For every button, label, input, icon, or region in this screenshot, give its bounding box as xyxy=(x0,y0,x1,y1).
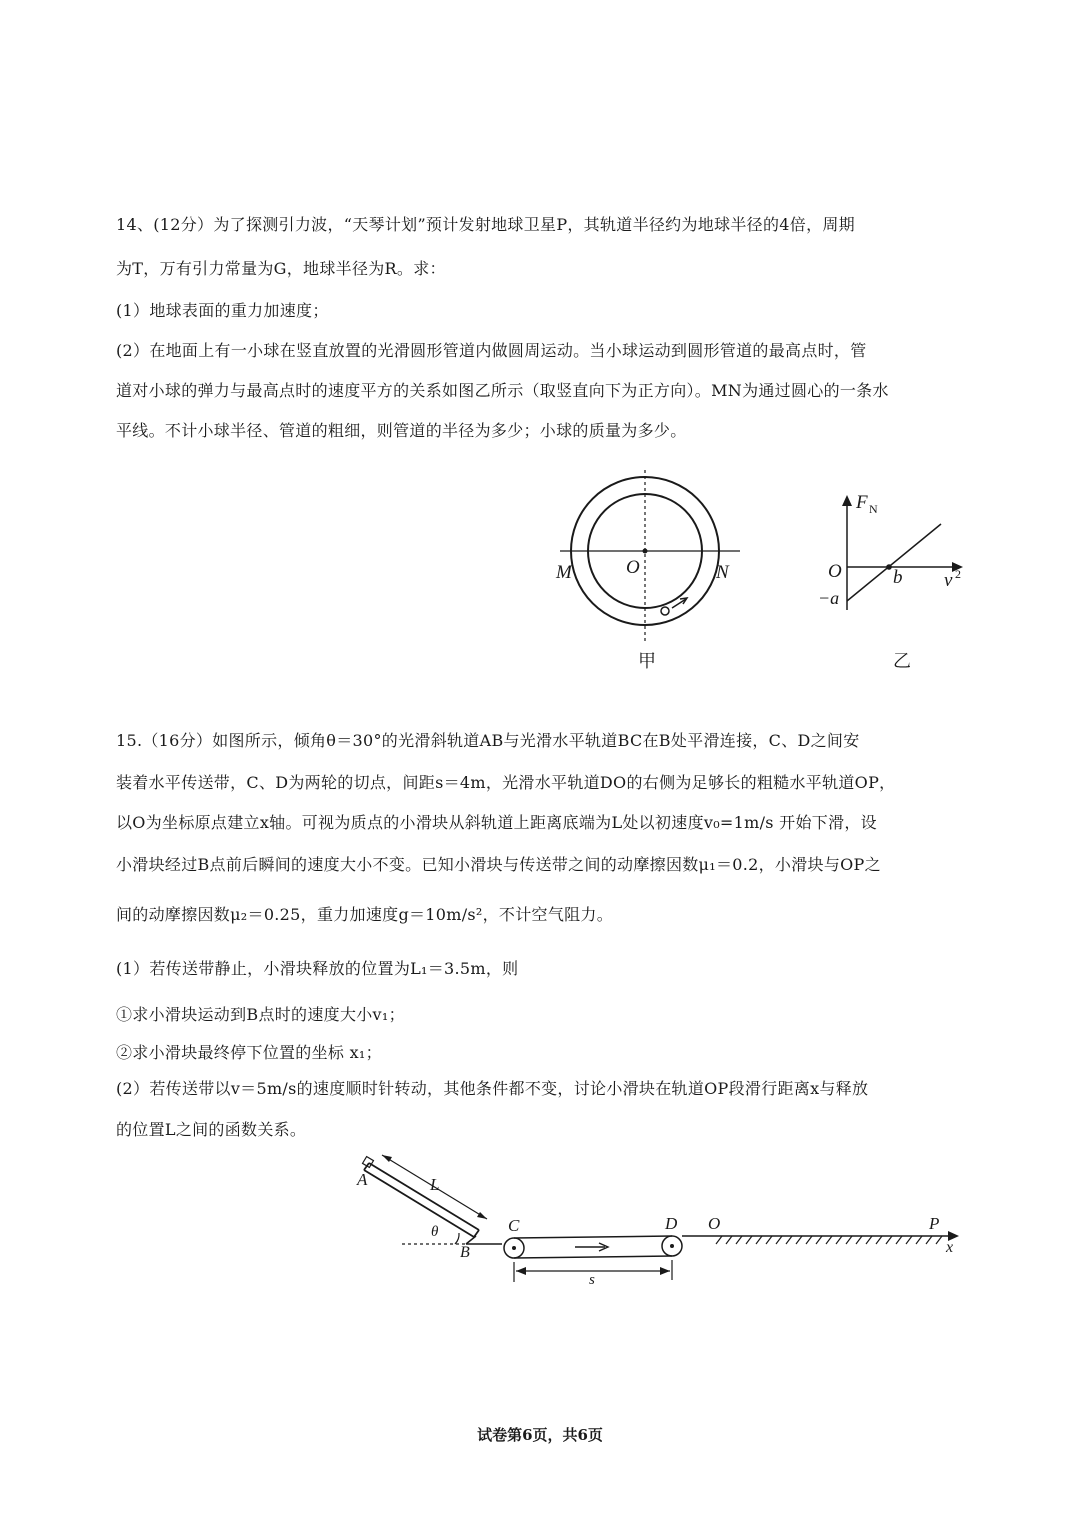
label-M: M xyxy=(556,562,572,583)
s-arrow-right xyxy=(660,1267,670,1275)
wheel-C-axle xyxy=(512,1246,516,1250)
ball xyxy=(661,607,669,615)
label-P: P xyxy=(929,1214,940,1233)
intercept-b-dot xyxy=(886,564,892,570)
q15-part-2-line-1: (2）若传送带以v＝5m/s的速度顺时针转动，其他条件都不变，讨论小滑块在轨道OP段滑行距离x与释放 xyxy=(116,1079,869,1098)
label-s: s xyxy=(589,1272,595,1288)
label-b: b xyxy=(893,567,903,588)
label-v2-superscript: 2 xyxy=(955,567,961,581)
q15-part-2-line-2: 的位置L之间的函数关系。 xyxy=(116,1120,307,1139)
L-arrow-down xyxy=(477,1212,487,1219)
label-FN-subscript: N xyxy=(869,502,878,516)
q14-line-2: 为T，万有引力常量为G，地球半径为R。求： xyxy=(116,259,446,278)
figure-jia xyxy=(555,470,740,671)
caption-yi: 乙 xyxy=(893,651,911,671)
q15-line-1: 15.（16分）如图所示，倾角θ＝30°的光滑斜轨道AB与光滑水平轨道BC在B处平滑连接，C、D之间安 xyxy=(116,731,860,750)
q15-line-2: 装着水平传送带，C、D为两轮的切点，间距s＝4m，光滑水平轨道DO的右侧为足够长的粗糙水平轨道OP， xyxy=(116,773,896,792)
label-O-origin: O xyxy=(828,561,842,582)
q14-part-1: (1）地球表面的重力加速度； xyxy=(116,301,329,320)
incline-base-join xyxy=(466,1236,476,1244)
label-N: N xyxy=(716,562,729,583)
incline-bottom-cap xyxy=(474,1230,479,1237)
label-C: C xyxy=(508,1216,520,1235)
incline-upper-edge xyxy=(369,1163,479,1230)
belt-bottom xyxy=(514,1256,672,1258)
label-D: D xyxy=(665,1214,678,1233)
label-x-axis: x xyxy=(946,1239,954,1256)
figure-yi xyxy=(818,492,963,671)
label-FN: F xyxy=(856,492,868,513)
belt-top xyxy=(514,1236,672,1238)
incline-lower-edge xyxy=(364,1170,474,1237)
y-axis-arrow xyxy=(842,495,852,506)
fn-vs-v2-line xyxy=(847,524,941,601)
wheel-D-axle xyxy=(670,1244,674,1248)
angle-arc xyxy=(455,1233,459,1244)
q15-line-3: 以O为坐标原点建立x轴。可视为质点的小滑块从斜轨道上距离底端为L处以初速度v₀=1m/s 开始下滑，设 xyxy=(116,813,877,832)
q14-part-2-line-2: 道对小球的弹力与最高点时的速度平方的关系如图乙所示（取竖直向下为正方向）。MN为通过圆心的一条水 xyxy=(116,381,889,400)
label-O: O xyxy=(708,1214,721,1233)
rough-surface-hatching xyxy=(716,1236,942,1244)
q14-part-2-line-3: 平线。不计小球半径、管道的粗细，则管道的半径为多少；小球的质量为多少。 xyxy=(116,421,687,440)
label-O-center: O xyxy=(626,557,640,578)
q15-sub-question-1: ①求小滑块运动到B点时的速度大小v₁； xyxy=(116,1005,405,1024)
caption-jia: 甲 xyxy=(638,651,656,671)
label-L: L xyxy=(430,1175,440,1194)
label-theta: θ xyxy=(431,1224,439,1240)
center-dot xyxy=(643,549,648,554)
L-arrow-up xyxy=(382,1155,392,1162)
figure-q15 xyxy=(356,1155,959,1288)
page-footer: 试卷第6页，共6页 xyxy=(477,1426,603,1444)
label-A: A xyxy=(357,1170,368,1189)
q15-line-4: 小滑块经过B点前后瞬间的速度大小不变。已知小滑块与传送带之间的动摩擦因数μ₁＝0.2，小滑块与OP之 xyxy=(116,855,881,874)
q15-line-5: 间的动摩擦因数μ₂＝0.25，重力加速度g＝10m/s²，不计空气阻力。 xyxy=(116,905,614,924)
s-arrow-left xyxy=(516,1267,526,1275)
q15-part-1: (1）若传送带静止，小滑块释放的位置为L₁＝3.5m，则 xyxy=(116,959,519,978)
q15-sub-question-2: ②求小滑块最终停下位置的坐标 x₁； xyxy=(116,1043,382,1062)
label-neg-a: −a xyxy=(818,588,840,608)
q14-part-2-line-1: (2）在地面上有一小球在竖直放置的光滑圆形管道内做圆周运动。当小球运动到圆形管道的最高点时，管 xyxy=(116,341,867,360)
q14-line-1: 14、(12分）为了探测引力波，“天琴计划”预计发射地球卫星P，其轨道半径约为地球半径的4倍，周期 xyxy=(116,215,855,234)
label-v2: v xyxy=(944,570,953,591)
label-B: B xyxy=(460,1244,470,1261)
